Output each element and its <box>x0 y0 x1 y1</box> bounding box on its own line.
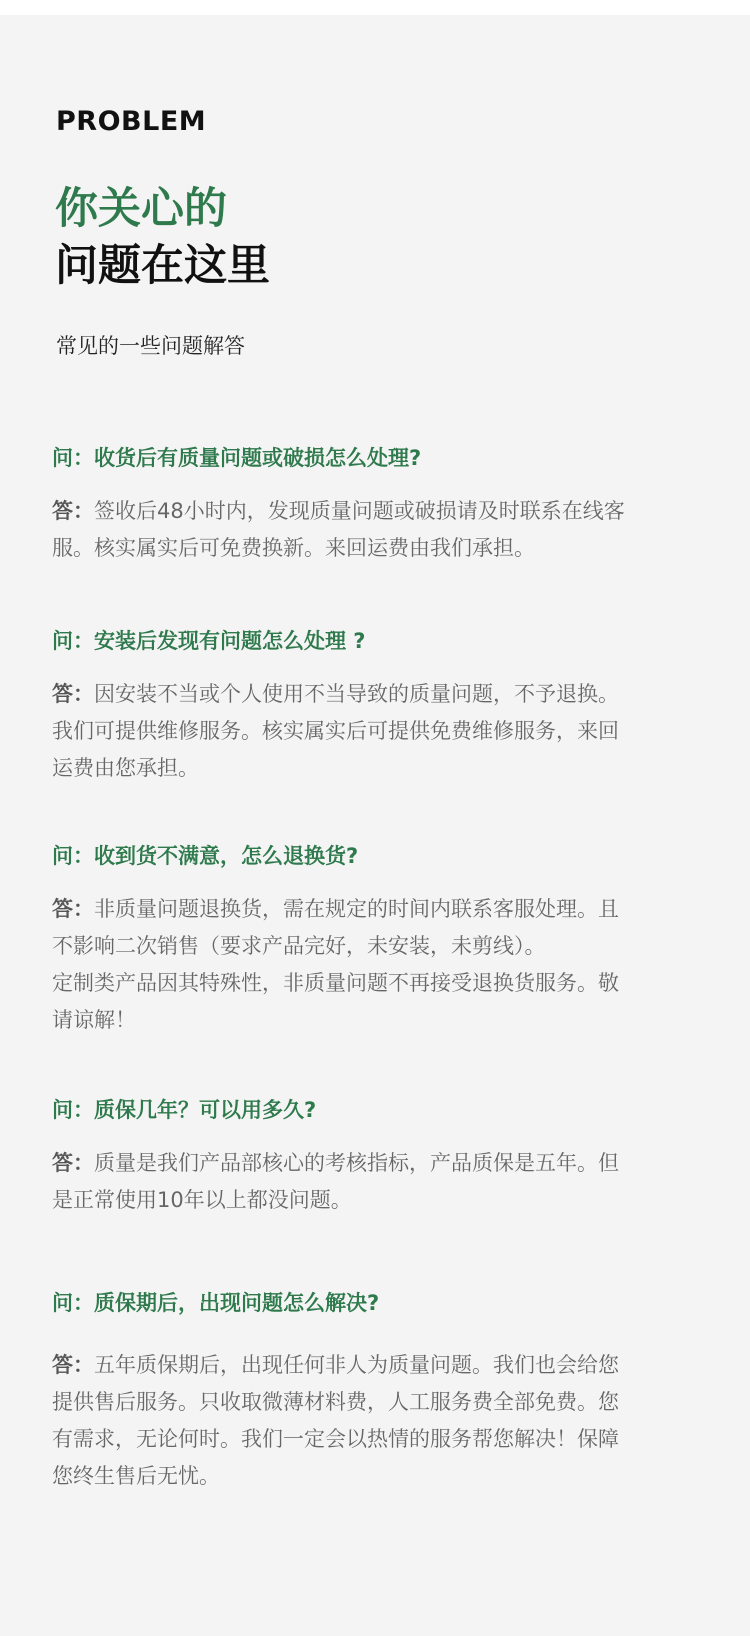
answer-prefix: 答： <box>52 1151 94 1175</box>
faq-answer-2 <box>52 676 704 787</box>
faq-question-2: 问：安装后发现有问题怎么处理 ? <box>52 629 366 653</box>
faq-question-4: 问：质保几年？可以用多久? <box>52 1098 317 1122</box>
faq-answer-4 <box>52 1145 704 1219</box>
answer-prefix: 答： <box>52 499 94 523</box>
answer-line: 质量是我们产品部核心的考核指标，产品质保是五年。但 <box>94 1151 619 1175</box>
faq-answer-1 <box>52 493 704 567</box>
section-eyebrow: PROBLEM <box>56 106 207 137</box>
faq-question-1: 问：收货后有质量问题或破损怎么处理? <box>52 446 422 470</box>
faq-question-3: 问：收到货不满意，怎么退换货? <box>52 844 359 868</box>
answer-prefix: 答： <box>52 1353 94 1377</box>
title-line-1: 你关心的 <box>55 184 227 234</box>
answer-prefix: 答： <box>52 897 94 921</box>
subtitle: 常见的一些问题解答 <box>56 334 245 358</box>
answer-line: 您终生售后无忧。 <box>52 1464 220 1488</box>
answer-line: 是正常使用10年以上都没问题。 <box>52 1188 352 1212</box>
answer-line: 有需求，无论何时。我们一定会以热情的服务帮您解决！保障 <box>52 1427 619 1451</box>
title-line-2: 问题在这里 <box>55 241 270 291</box>
answer-line: 我们可提供维修服务。核实属实后可提供免费维修服务，来回 <box>52 719 619 743</box>
answer-prefix: 答： <box>52 682 94 706</box>
answer-line: 服。核实属实后可免费换新。来回运费由我们承担。 <box>52 536 535 560</box>
answer-line: 因安装不当或个人使用不当导致的质量问题，不予退换。 <box>94 682 619 706</box>
answer-line: 请谅解！ <box>52 1008 136 1032</box>
answer-line: 定制类产品因其特殊性，非质量问题不再接受退换货服务。敬 <box>52 971 619 995</box>
answer-line: 不影响二次销售（要求产品完好，未安装，未剪线）。 <box>52 934 546 958</box>
faq-question-5: 问：质保期后，出现问题怎么解决? <box>52 1291 380 1315</box>
answer-line: 提供售后服务。只收取微薄材料费，人工服务费全部免费。您 <box>52 1390 619 1414</box>
answer-line: 非质量问题退换货，需在规定的时间内联系客服处理。且 <box>94 897 619 921</box>
answer-line: 运费由您承担。 <box>52 756 199 780</box>
answer-line: 签收后48小时内，发现质量问题或破损请及时联系在线客 <box>94 499 625 523</box>
faq-answer-3 <box>52 891 704 1039</box>
answer-line: 五年质保期后，出现任何非人为质量问题。我们也会给您 <box>94 1353 619 1377</box>
faq-answer-5 <box>52 1347 704 1495</box>
